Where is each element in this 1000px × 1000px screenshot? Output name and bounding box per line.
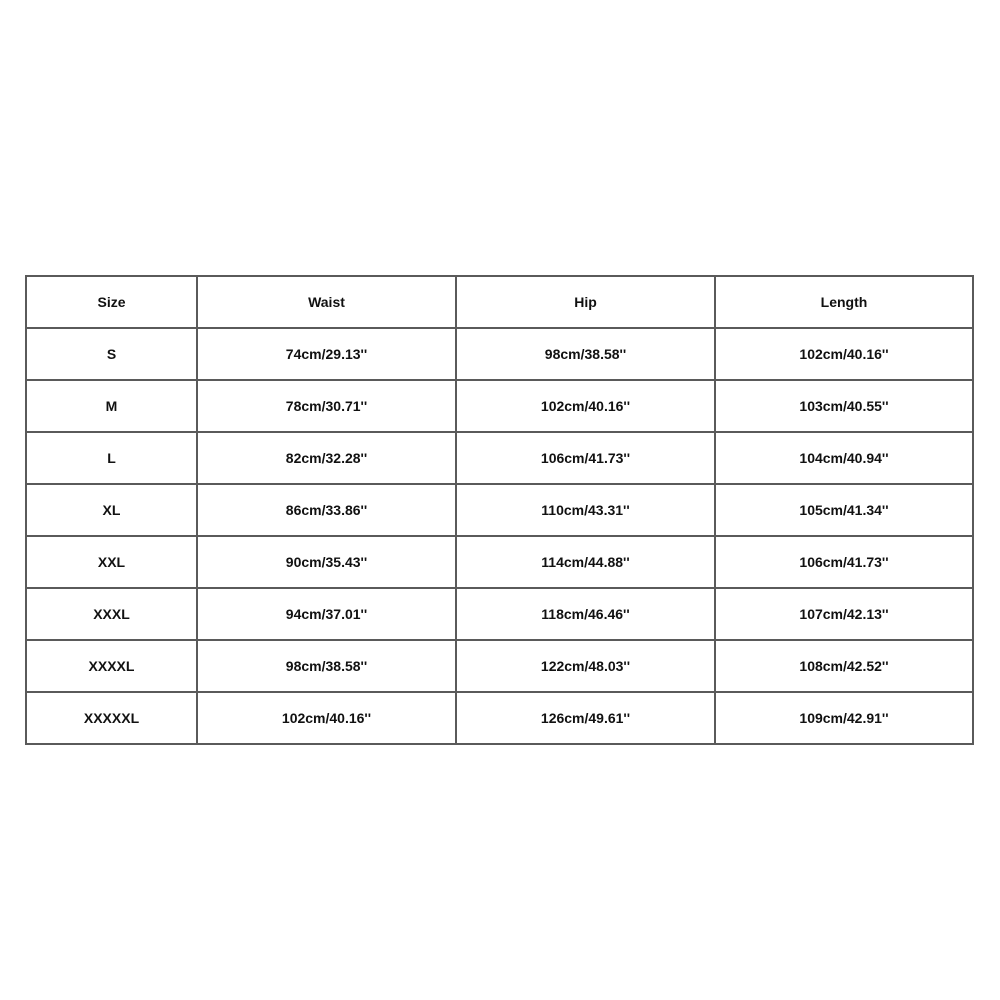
- cell-waist: 102cm/40.16'': [197, 692, 456, 744]
- table-row: [26, 432, 973, 484]
- cell-length: 105cm/41.34'': [715, 484, 973, 536]
- cell-size: L: [26, 432, 197, 484]
- cell-length: 106cm/41.73'': [715, 536, 973, 588]
- header-size: Size: [26, 276, 197, 328]
- table-row: [26, 380, 973, 432]
- cell-hip: 110cm/43.31'': [456, 484, 715, 536]
- cell-size: XXL: [26, 536, 197, 588]
- table-row: [26, 640, 973, 692]
- table-row: [26, 692, 973, 744]
- cell-length: 108cm/42.52'': [715, 640, 973, 692]
- header-waist: Waist: [197, 276, 456, 328]
- cell-length: 102cm/40.16'': [715, 328, 973, 380]
- cell-size: M: [26, 380, 197, 432]
- cell-hip: 106cm/41.73'': [456, 432, 715, 484]
- cell-length: 103cm/40.55'': [715, 380, 973, 432]
- header-length: Length: [715, 276, 973, 328]
- table-row: [26, 484, 973, 536]
- cell-waist: 78cm/30.71'': [197, 380, 456, 432]
- table-header-row: [26, 276, 973, 328]
- size-chart-table: [25, 275, 974, 745]
- cell-waist: 86cm/33.86'': [197, 484, 456, 536]
- table-row: [26, 328, 973, 380]
- cell-hip: 126cm/49.61'': [456, 692, 715, 744]
- cell-waist: 94cm/37.01'': [197, 588, 456, 640]
- cell-length: 107cm/42.13'': [715, 588, 973, 640]
- cell-hip: 118cm/46.46'': [456, 588, 715, 640]
- cell-hip: 122cm/48.03'': [456, 640, 715, 692]
- cell-length: 109cm/42.91'': [715, 692, 973, 744]
- cell-size: XXXL: [26, 588, 197, 640]
- table-row: [26, 588, 973, 640]
- cell-waist: 98cm/38.58'': [197, 640, 456, 692]
- cell-hip: 98cm/38.58'': [456, 328, 715, 380]
- table-row: [26, 536, 973, 588]
- cell-waist: 82cm/32.28'': [197, 432, 456, 484]
- cell-size: XL: [26, 484, 197, 536]
- header-hip: Hip: [456, 276, 715, 328]
- cell-hip: 102cm/40.16'': [456, 380, 715, 432]
- cell-size: XXXXL: [26, 640, 197, 692]
- cell-waist: 74cm/29.13'': [197, 328, 456, 380]
- cell-waist: 90cm/35.43'': [197, 536, 456, 588]
- cell-size: S: [26, 328, 197, 380]
- cell-hip: 114cm/44.88'': [456, 536, 715, 588]
- cell-size: XXXXXL: [26, 692, 197, 744]
- cell-length: 104cm/40.94'': [715, 432, 973, 484]
